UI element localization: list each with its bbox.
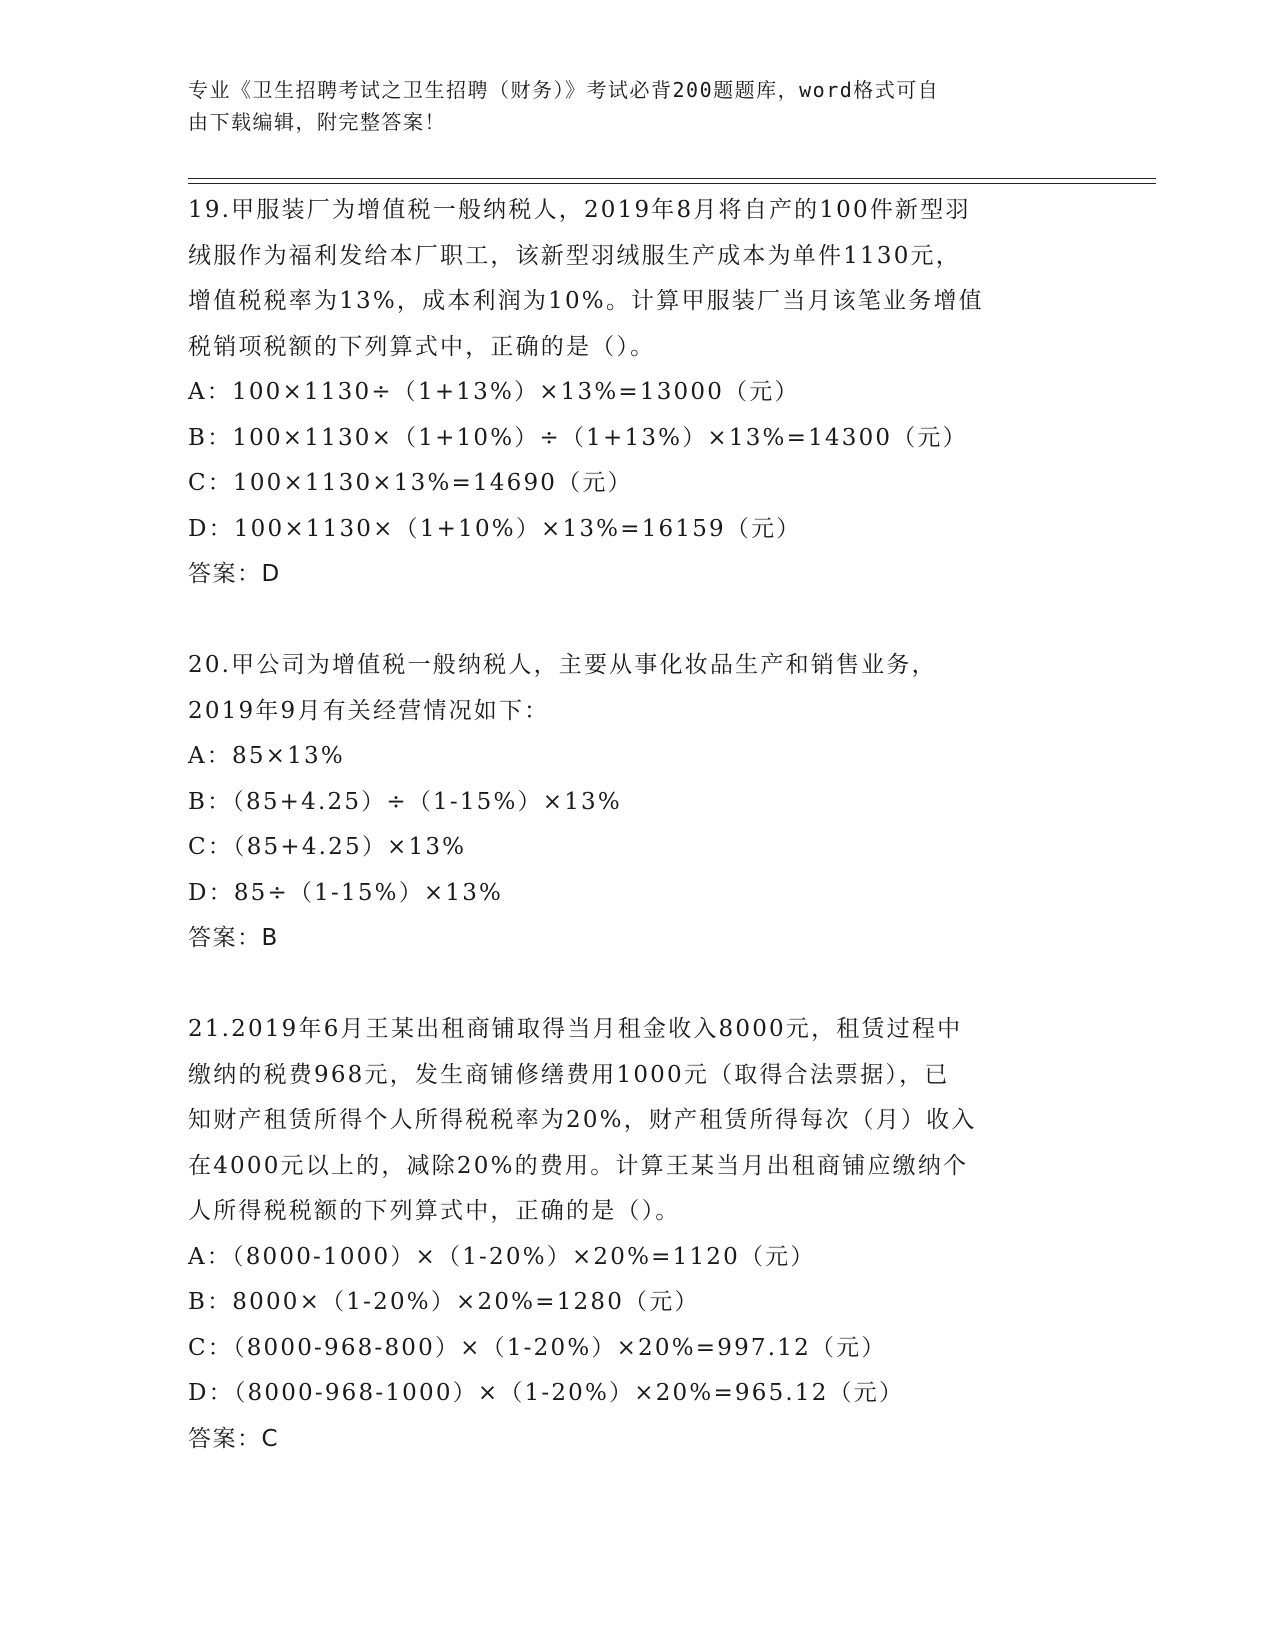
question-20 xyxy=(188,643,1088,962)
option-a: A：85×13% xyxy=(188,743,345,769)
header-line-2: 由下载编辑，附完整答案！ xyxy=(188,110,446,134)
stem-line: 21.2019年6月王某出租商铺取得当月租金收入8000元，租赁过程中 xyxy=(188,1016,963,1042)
stem-line: 19.甲服装厂为增值税一般纳税人，2019年8月将自产的100件新型羽 xyxy=(188,197,971,223)
stem-line: 绒服作为福利发给本厂职工，该新型羽绒服生产成本为单件1130元， xyxy=(188,242,961,269)
question-stem xyxy=(188,188,1088,370)
option-b: B：（85+4.25）÷（1-15%）×13% xyxy=(188,788,622,815)
header-line-1: 专业《卫生招聘考试之卫生招聘（财务）》考试必背200题题库，word格式可自 xyxy=(188,78,940,102)
option-c: C：（85+4.25）×13% xyxy=(188,834,467,860)
answer-label: 答案：C xyxy=(188,1425,280,1452)
stem-line: 增值税税率为13%，成本利润为10%。计算甲服装厂当月该笔业务增值 xyxy=(188,288,984,314)
question-19 xyxy=(188,188,1088,598)
question-stem xyxy=(188,1007,1088,1235)
question-21 xyxy=(188,1007,1088,1462)
option-d: D：100×1130×（1+10%）×13%=16159（元） xyxy=(188,515,802,542)
stem-line: 知财产租赁所得个人所得税税率为20%，财产租赁所得每次（月）收入 xyxy=(188,1107,977,1133)
option-d: D：（8000-968-1000）×（1-20%）×20%=965.12（元） xyxy=(188,1380,905,1406)
answer-label: 答案：B xyxy=(188,925,279,951)
option-b: B：8000×（1-20%）×20%=1280（元） xyxy=(188,1289,700,1315)
header-divider-bottom xyxy=(188,183,1156,184)
option-c: C：（8000-968-800）×（1-20%）×20%=997.12（元） xyxy=(188,1334,887,1361)
option-d: D：85÷（1-15%）×13% xyxy=(188,879,504,906)
option-b: B：100×1130×（1+10%）÷（1+13%）×13%=14300（元） xyxy=(188,424,968,451)
question-stem xyxy=(188,643,1088,734)
option-c: C：100×1130×13%=14690（元） xyxy=(188,470,633,496)
option-a: A：（8000-1000）×（1-20%）×20%=1120（元） xyxy=(188,1243,816,1270)
answer-label: 答案：D xyxy=(188,561,281,587)
stem-line: 在4000元以上的，减除20%的费用。计算王某当月出租商铺应缴纳个 xyxy=(188,1152,969,1179)
option-a: A：100×1130÷（1+13%）×13%=13000（元） xyxy=(188,379,800,405)
stem-line: 20.甲公司为增值税一般纳税人，主要从事化妆品生产和销售业务， xyxy=(188,652,937,678)
stem-line: 税销项税额的下列算式中，正确的是（）。 xyxy=(188,333,656,360)
stem-line: 人所得税税额的下列算式中，正确的是（）。 xyxy=(188,1198,681,1224)
stem-line: 2019年9月有关经营情况如下： xyxy=(188,697,550,724)
header-divider-top xyxy=(188,178,1156,179)
stem-line: 缴纳的税费968元，发生商铺修缮费用1000元（取得合法票据），已 xyxy=(188,1061,950,1088)
document-header xyxy=(188,74,1068,138)
